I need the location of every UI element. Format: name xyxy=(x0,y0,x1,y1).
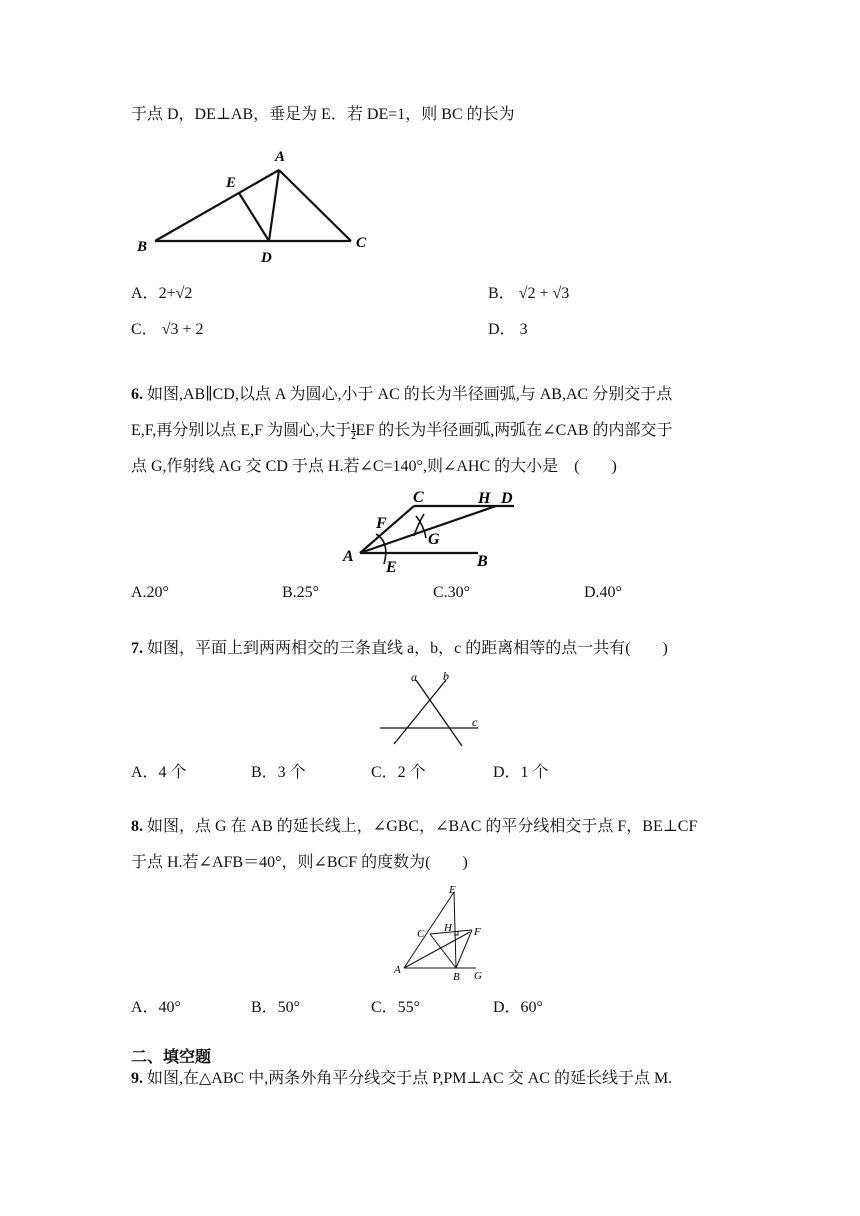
q7-option-a[interactable]: A．4 个 xyxy=(131,764,187,781)
q7-number: 7. xyxy=(131,640,143,657)
q6-label-h: H xyxy=(478,490,491,507)
q5-label-b: B xyxy=(137,239,148,255)
q8-label-h: H xyxy=(444,922,452,934)
q6-parallel-figure xyxy=(338,486,528,576)
q8-label-e: E xyxy=(449,884,456,896)
q6-label-e: E xyxy=(386,559,397,576)
q6-number: 6. xyxy=(131,386,143,403)
q5-option-c-text: √3 + 2 xyxy=(161,321,204,338)
q7-stem-text: 如图，平面上到两两相交的三条直线 a，b，c 的距离相等的点一共有( ) xyxy=(147,640,668,657)
q5-option-b-text: √2 + √3 xyxy=(518,285,570,302)
q5-segment-ac xyxy=(279,170,351,241)
q7-label-a: a xyxy=(411,670,417,684)
q8-option-c[interactable]: C．55° xyxy=(371,999,421,1016)
q6-label-d: D xyxy=(501,490,513,507)
q8-segment-cb xyxy=(430,934,456,968)
q7-option-c[interactable]: C．2 个 xyxy=(371,764,426,781)
q9-stem-text: 如图,在△ABC 中,两条外角平分线交于点 P,PM⊥AC 交 AC 的延长线于点 M. xyxy=(147,1070,673,1087)
q7-label-b: b xyxy=(443,669,449,683)
q8-option-d[interactable]: D．60° xyxy=(493,999,543,1016)
q9-stem xyxy=(131,1068,672,1090)
q6-stem-line3: 点 G,作射线 AG 交 CD 于点 H.若∠C=140°,则∠AHC 的大小是 ( ) xyxy=(131,458,617,475)
q8-bisector-figure xyxy=(392,882,492,984)
q8-number: 8. xyxy=(131,818,143,835)
q7-option-b[interactable]: B．3 个 xyxy=(251,764,306,781)
q6-segment-ac xyxy=(360,506,414,553)
q6-option-a[interactable]: A.20° xyxy=(131,584,169,601)
q5-option-d[interactable] xyxy=(488,319,528,341)
q5-segment-ed xyxy=(239,193,269,241)
q5-option-c-key: C． xyxy=(131,321,158,338)
q5-segment-ad xyxy=(269,170,279,241)
q5-label-a: A xyxy=(275,149,286,165)
q5-label-e: E xyxy=(226,175,237,191)
q6-line1-text: 如图,AB∥CD,以点 A 为圆心,小于 AC 的长为半径画弧,与 AB,AC 分别交于点 xyxy=(147,386,673,403)
q6-option-c[interactable]: C.30° xyxy=(433,584,471,601)
q5-label-d: D xyxy=(261,250,272,266)
q6-stem-line2 xyxy=(131,420,673,442)
q6-line2-post: EF 的长为半径画弧,两弧在∠CAB 的内部交于 xyxy=(355,422,673,439)
q8-stem-line1 xyxy=(131,816,697,838)
q5-option-a[interactable] xyxy=(131,283,192,305)
q6-option-b[interactable]: B.25° xyxy=(282,584,320,601)
q5-option-b[interactable] xyxy=(488,283,569,305)
q8-segment-af xyxy=(404,932,470,968)
q6-label-b: B xyxy=(477,553,488,570)
q8-label-b: B xyxy=(453,971,460,983)
q5-stem: 于点 D，DE⊥AB，垂足为 E．若 DE=1，则 BC 的长为 xyxy=(131,106,515,123)
q6-label-f: F xyxy=(376,515,387,532)
q7-three-lines-figure xyxy=(378,668,488,748)
q5-option-d-key: D． xyxy=(488,321,516,338)
q6-frac-num: 1 xyxy=(351,421,356,432)
q8-label-f: F xyxy=(474,926,481,938)
q7-stem xyxy=(131,638,668,660)
q8-label-g: G xyxy=(474,970,482,982)
q7-label-c: c xyxy=(472,715,478,729)
q6-label-c: C xyxy=(413,489,424,506)
q6-stem-line1 xyxy=(131,384,672,406)
q8-segment-eb xyxy=(454,892,456,968)
q8-label-a: A xyxy=(394,964,401,976)
q6-frac-den: 2 xyxy=(351,430,356,441)
q5-label-c: C xyxy=(356,235,367,251)
q6-line2-pre: E,F,再分别以点 E,F 为圆心,大于 xyxy=(131,422,352,439)
q5-option-c[interactable] xyxy=(131,319,204,341)
q8-stem-line2: 于点 H.若∠AFB＝40°，则∠BCF 的度数为( ) xyxy=(131,854,468,871)
q5-option-a-text: 2+√2 xyxy=(158,285,193,302)
section-fill-in-title: 二、填空题 xyxy=(131,1049,212,1066)
q6-label-g: G xyxy=(428,531,440,548)
q9-number: 9. xyxy=(131,1070,143,1087)
q6-label-a: A xyxy=(343,548,354,565)
q8-option-a[interactable]: A．40° xyxy=(131,999,181,1016)
q8-option-b[interactable]: B．50° xyxy=(251,999,301,1016)
q5-option-b-key: B． xyxy=(488,285,515,302)
q5-option-d-text: 3 xyxy=(519,321,528,338)
q5-option-a-key: A． xyxy=(131,285,159,302)
q7-line-a xyxy=(416,680,462,746)
q5-triangle-figure xyxy=(130,145,380,270)
q8-line1-text: 如图，点 G 在 AB 的延长线上，∠GBC，∠BAC 的平分线相交于点 F，BE⊥CF xyxy=(147,818,698,835)
q7-option-d[interactable]: D．1 个 xyxy=(493,764,549,781)
q6-option-d[interactable]: D.40° xyxy=(584,584,622,601)
q8-label-c: C xyxy=(417,928,425,940)
q5-segment-ba xyxy=(155,170,279,241)
